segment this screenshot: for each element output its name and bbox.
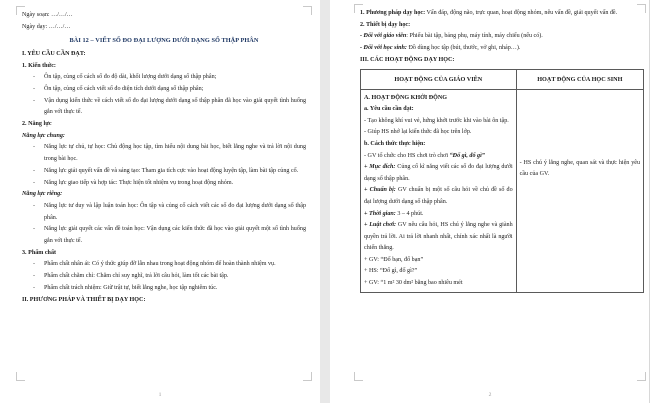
list-item: - Phẩm chất trách nhiệm: Giữ trật tự, biết lắng nghe, học tập nghiêm túc.	[22, 283, 306, 295]
dialogue-line: + GV: “1 m² 30 dm² bằng bao nhiêu mét	[364, 279, 463, 286]
teaching-method-label: 1. Phương pháp dạy học:	[360, 10, 426, 16]
equipment-teacher-paragraph	[360, 31, 644, 43]
margin-mark-bottom-left	[16, 372, 25, 381]
page-number-2: 2	[488, 392, 492, 398]
heading-knowledge: 1. Kiến thức:	[22, 62, 56, 69]
page-gap	[320, 0, 330, 403]
general-competency-list	[22, 142, 306, 189]
purpose-label: + Mục đích:	[364, 164, 396, 171]
table-row	[361, 90, 644, 293]
activity-objective-item: - Giúp HS nhớ lại kiến thức đã học trên lớp.	[364, 129, 472, 136]
knowledge-list	[22, 72, 306, 119]
rules-text: GV nêu câu hỏi, HS chú ý lắng nghe và giành quyền trả lời. Ai trả lời nhanh nhất, chính xác nhất là người chiến thắng.	[364, 222, 513, 252]
time-label: + Thời gian:	[364, 210, 396, 217]
heading-competency: 2. Năng lực	[22, 121, 52, 128]
cell-teacher-activities	[361, 90, 517, 293]
purpose-text: Củng cố kĩ năng viết các số đo đại lượng dưới dạng số thập phân.	[364, 164, 513, 182]
document-page-2[interactable]	[330, 0, 650, 403]
document-page-1[interactable]	[0, 0, 320, 403]
heading-activities: III. CÁC HOẠT ĐỘNG DẠY HỌC:	[360, 57, 455, 64]
heading-equipment: 2. Thiết bị dạy học:	[360, 21, 411, 28]
preparation-text: GV chuẩn bị một số câu hỏi về chủ đề số đo đại lượng dưới dạng số thập phân.	[364, 187, 513, 205]
equipment-student-paragraph	[360, 43, 644, 55]
equipment-teacher-label: - Đối với giáo viên	[360, 33, 407, 40]
preparation-label: + Chuẩn bị:	[364, 187, 396, 194]
activity-method-label: b. Cách thức thực hiện:	[364, 141, 426, 148]
list-item: - Ôn tập, củng cố cách số đo độ dài, khối lượng dưới dạng số thập phân;	[22, 72, 306, 84]
activity-preparation	[364, 185, 513, 208]
teaching-method-paragraph	[360, 8, 644, 20]
margin-mark-bottom-right	[637, 372, 646, 381]
cell-student-activities	[516, 90, 643, 293]
page-2-content[interactable]	[360, 8, 644, 293]
activity-objective-item: - Tạo không khí vui vẻ, hứng khởi trước khi vào bài ôn tập.	[364, 117, 509, 124]
margin-mark-bottom-left	[354, 372, 363, 381]
teaching-method-text: Vấn đáp, động não, trực quan, hoạt động nhóm, nêu vấn đề, giải quyết vấn đề.	[425, 10, 618, 16]
column-header-student: HOẠT ĐỘNG CỦA HỌC SINH	[516, 70, 643, 90]
table-header-row	[361, 70, 644, 90]
rules-label: + Luật chơi:	[364, 222, 397, 229]
quality-list	[22, 259, 306, 294]
activity-purpose	[364, 162, 513, 185]
margin-mark-bottom-right	[303, 372, 312, 381]
label-specific-competency: Năng lực riêng:	[22, 191, 63, 198]
list-item: - Phẩm chất chăm chỉ: Chăm chỉ suy nghĩ, trả lời câu hỏi, làm tốt các bài tập.	[22, 271, 306, 283]
time-text: 3 – 4 phút.	[395, 210, 424, 217]
page-number-1: 1	[158, 392, 162, 398]
student-activity-note: - HS chú ý lắng nghe, quan sát và thực hiện yêu cầu của GV.	[519, 159, 640, 178]
specific-competency-list	[22, 201, 306, 248]
activity-section-title: A. HOẠT ĐỘNG KHỞI ĐỘNG	[364, 94, 448, 101]
list-item: - Năng lực giải quyết các vấn đề toán học: Vận dụng các kiến thức đã học vào giải quyết một số tình huống gắn với thực tế.	[22, 224, 306, 247]
date-prepared: Ngày soạn: …/…/…	[22, 12, 73, 18]
heading-requirements: I. YÊU CẦU CẦN ĐẠT:	[22, 50, 86, 57]
list-item: - Năng lực giải quyết vấn đề và sáng tạo: Tham gia tích cực vào hoạt động luyện tập, làm bài tập củng cố.	[22, 166, 306, 178]
activity-game-intro	[364, 151, 513, 163]
activity-time	[364, 209, 513, 221]
game-intro-prefix: - GV tổ chức cho HS chơi trò chơi	[364, 152, 450, 159]
equipment-student-label: - Đối với học sinh:	[360, 45, 407, 52]
dialogue-line: + HS: “Đố gì, đố gì?”	[364, 268, 418, 275]
list-item: - Năng lực tư duy và lập luận toán học: Ôn tập và củng cố cách viết các số đo đại lượng dưới dạng số thập phân.	[22, 201, 306, 224]
label-general-competency: Năng lực chung:	[22, 132, 65, 139]
list-item: - Năng lực giao tiếp và hợp tác: Thực hiện tốt nhiệm vụ trong hoạt động nhóm.	[22, 178, 306, 190]
heading-quality: 3. Phẩm chất	[22, 249, 57, 256]
list-item: - Vận dụng kiến thức về cách viết số đo đại lượng dưới dạng số thập phân đã học vào giải quyết tình huống gắn với thực tế.	[22, 96, 306, 119]
column-header-teacher: HOẠT ĐỘNG CỦA GIÁO VIÊN	[361, 70, 517, 90]
list-item: - Ôn tập, củng cố cách viết số đo diện tích dưới dạng số thập phân;	[22, 84, 306, 96]
game-name: “Đố gì, đố gì”	[449, 152, 485, 159]
date-taught: Ngày dạy: …/…/…	[22, 23, 71, 30]
activity-objective-label: a. Yêu cầu cần đạt:	[364, 106, 414, 113]
page-1-content[interactable]	[22, 10, 306, 307]
heading-methods: II. PHƯƠNG PHÁP VÀ THIẾT BỊ DẠY HỌC:	[22, 296, 146, 303]
list-item: - Phẩm chất nhân ái: Có ý thức giúp đỡ lẫn nhau trong hoạt động nhóm để hoàn thành nhiệm vụ.	[22, 259, 306, 271]
dialogue-line: + GV: “Đố bạn, đố bạn”	[364, 256, 424, 263]
lesson-title: BÀI 12 – VIẾT SỐ ĐO ĐẠI LƯỢNG DƯỚI DẠNG SỐ THẬP PHÂN	[69, 36, 259, 44]
list-item: - Năng lực tự chủ, tự học: Chủ động học tập, tìm hiểu nội dung bài học, biết lắng nghe và trả lời nội dung trong bài học.	[22, 142, 306, 165]
activity-rules	[364, 220, 513, 255]
equipment-teacher-text: : Phiếu bài tập, bảng phụ, máy tính, máy chiếu (nếu có).	[406, 33, 543, 40]
equipment-student-text: Đồ dùng học tập (bút, thước, vở ghi, nháp…).	[406, 45, 521, 52]
activities-table	[360, 69, 644, 293]
